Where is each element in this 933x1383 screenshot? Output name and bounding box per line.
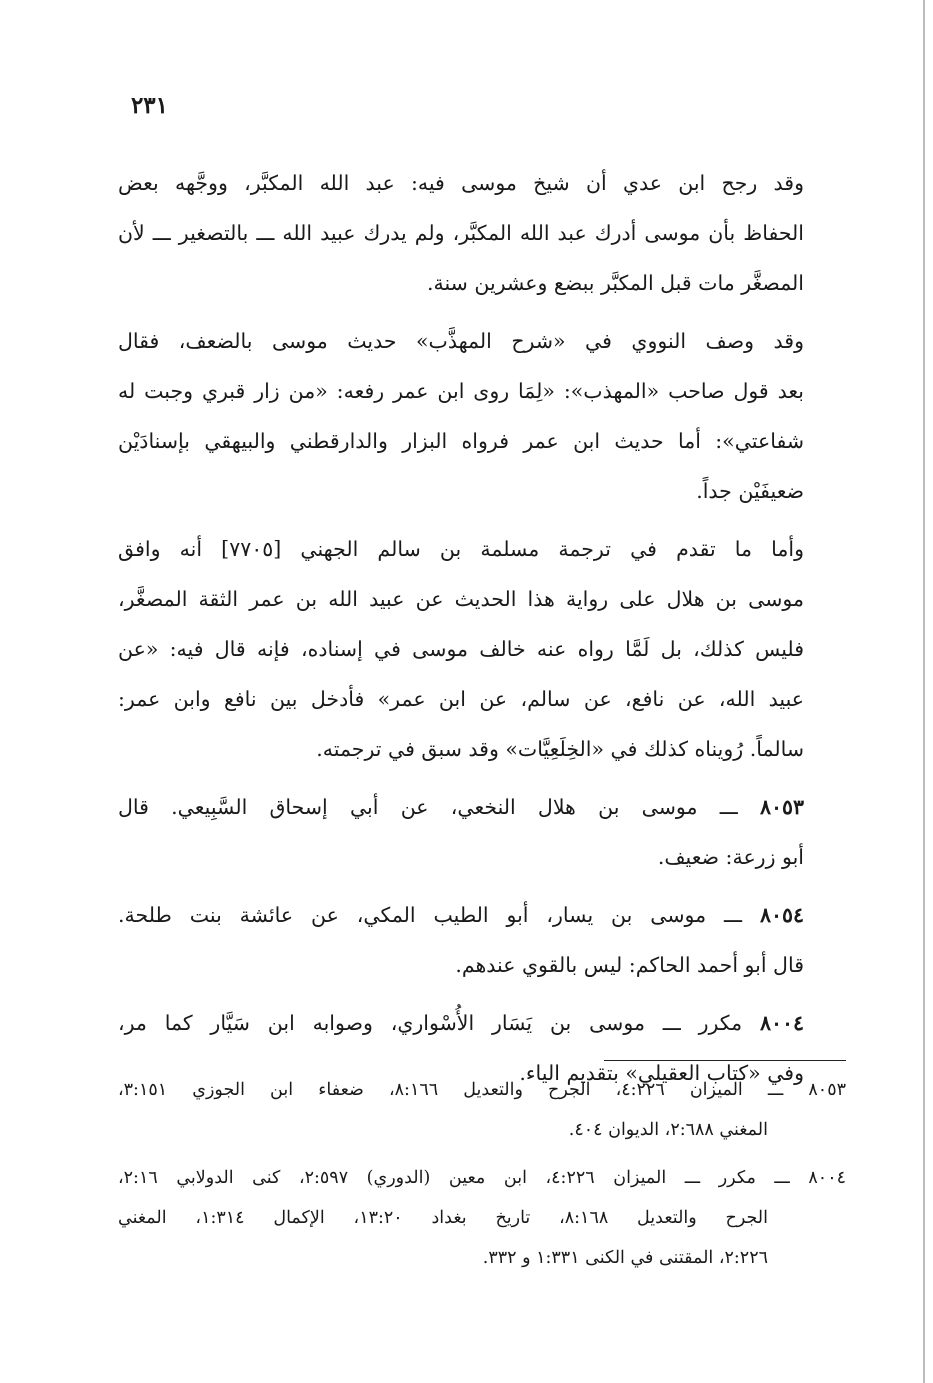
- main-text: [118, 158, 846, 1106]
- text-line: عبيد الله، عن نافع، عن سالم، عن ابن عمر» فأدخل بين نافع وابن عمر:: [118, 687, 804, 711]
- entry-number: ٨٠٥٤: [759, 903, 804, 927]
- paragraph: [118, 524, 846, 774]
- text-line: شفاعتي»: أما حديث ابن عمر فرواه البزار والدارقطني والبيهقي بإسنادَيْن: [118, 429, 804, 453]
- entry-text: ـــ موسى بن يسار، أبو الطيب المكي، عن عائشة بنت طلحة.: [118, 903, 760, 927]
- footnote-line: الجرح والتعديل ٨:١٦٨، تاريخ بغداد ١٣:٢٠، الإكمال ١:٣١٤، المغني: [118, 1208, 768, 1228]
- entry-text: ـــ موسى بن هلال النخعي، عن أبي إسحاق السَّبِيعي. قال: [118, 795, 760, 819]
- text-line: المصغَّر مات قبل المكبَّر ببضع وعشرين سنة.: [426, 271, 804, 295]
- footnote-line: ٨٠٠٤ ـــ مكرر ـــ الميزان ٤:٢٢٦، ابن معين (الدوري) ٢:٥٩٧، كنى الدولابي ٢:١٦،: [118, 1168, 846, 1188]
- text-line: سالماً. رُويناه كذلك في «الخِلَعِيَّات» وقد سبق في ترجمته.: [316, 737, 804, 761]
- book-page: [118, 0, 846, 1383]
- text-line: وقد رجح ابن عدي أن شيخ موسى فيه: عبد الله المكبَّر، ووجَّهه بعض: [118, 171, 804, 195]
- footnote: [118, 1158, 846, 1278]
- footnote-line: ٢:٢٢٦، المقتنى في الكنى ١:٣٣١ و ٣٣٢.: [482, 1248, 768, 1268]
- text-line: بعد قول صاحب «المهذب»: «لِمَا روى ابن عمر رفعه: «من زار قبري وجبت له: [118, 379, 804, 403]
- text-line: موسى بن هلال على رواية هذا الحديث عن عبيد الله بن عمر الثقة المصغَّر،: [118, 587, 804, 611]
- paragraph: [118, 158, 846, 308]
- text-line: [118, 998, 846, 1048]
- text-line: فليس كذلك، بل لَمَّا رواه عنه خالف موسى في إسناده، فإنه قال فيه: «عن: [118, 637, 804, 661]
- page-number: ٢٣١: [130, 92, 168, 119]
- entry-text: مكرر ـــ موسى بن يَسَار الأُسْواري، وصوابه ابن سَيَّار كما مر،: [118, 1011, 760, 1035]
- text-line: وفي «كتاب العقيلي» بتقديم الياء.: [519, 1061, 804, 1085]
- paragraph: [118, 316, 846, 516]
- footnote: [118, 1070, 846, 1150]
- text-line: [118, 890, 846, 940]
- text-line: وأما ما تقدم في ترجمة مسلمة بن سالم الجهني [٧٧٠٥] أنه وافق: [118, 537, 804, 561]
- page-edge-shadow: [923, 0, 925, 1383]
- entry-paragraph: [118, 782, 846, 882]
- footnote-divider: [604, 1060, 846, 1061]
- footnote-line: ٨٠٥٣ ـــ الميزان ٤:٢٢٦، الجرح والتعديل ٨:١٦٦، ضعفاء ابن الجوزي ٣:١٥١،: [118, 1080, 846, 1100]
- text-line: الحفاظ بأن موسى أدرك عبد الله المكبَّر، ولم يدرك عبيد الله ـــ بالتصغير ـــ لأن: [118, 221, 804, 245]
- text-line: ضعيفَيْن جداً.: [696, 479, 804, 503]
- entry-paragraph: [118, 890, 846, 990]
- footnotes: [118, 1070, 846, 1286]
- text-line: قال أبو أحمد الحاكم: ليس بالقوي عندهم.: [455, 953, 804, 977]
- text-line: أبو زرعة: ضعيف.: [657, 845, 804, 869]
- entry-number: ٨٠٥٣: [759, 795, 804, 819]
- text-line: [118, 782, 846, 832]
- text-line: وقد وصف النووي في «شرح المهذَّب» حديث موسى بالضعف، فقال: [118, 329, 804, 353]
- footnote-line: المغني ٢:٦٨٨، الديوان ٤٠٤.: [568, 1120, 768, 1140]
- entry-number: ٨٠٠٤: [759, 1011, 804, 1035]
